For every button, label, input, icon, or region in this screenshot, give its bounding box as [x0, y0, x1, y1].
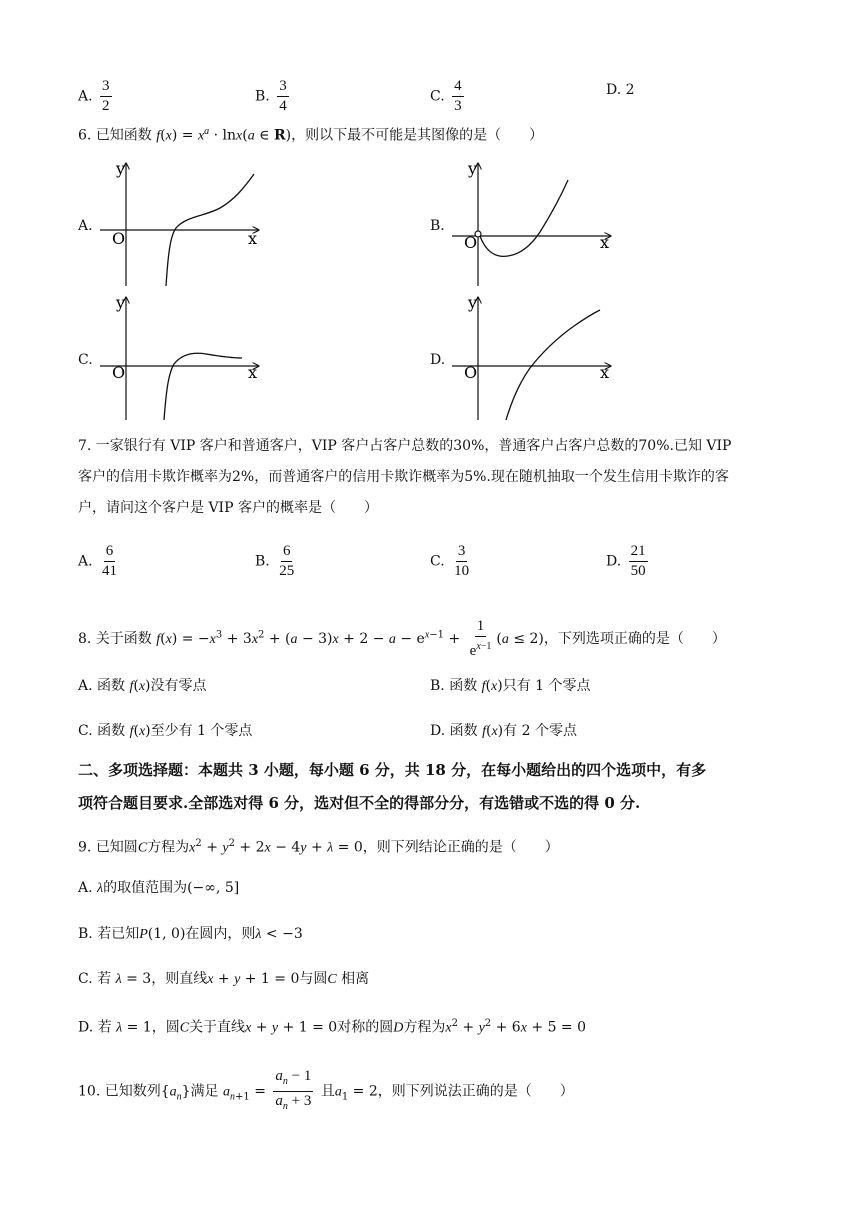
- graph-c-label: C.: [78, 352, 93, 368]
- q8-stem: 8. 关于函数 $f(x) = -x^3 + 3x^2 + (a - 3)x + 2 - a - e^{x-1}$ + $\frac{1}{e^{x-1}}$ (a ≤ 2)，下列选项正确的是（ ）: [78, 618, 726, 659]
- q7-line-2: 客户的信用卡欺诈概率为2%，而普通客户的信用卡欺诈概率为5%.现在随机抽取一个发生信用卡欺诈的客: [78, 469, 729, 485]
- q5-option-c: C. $\frac{4}{3}$: [430, 78, 462, 114]
- graph-b-label: B.: [430, 218, 445, 234]
- q8-option-b: B. 函数 f(x)只有 1 个零点: [430, 678, 591, 694]
- section-2-line-2: 项符合题目要求.全部选对得 6 分，选对但不全的得部分分，有选错或不选的得 0 分.: [78, 794, 641, 812]
- x-axis-label: x: [600, 363, 610, 382]
- y-axis-label: y: [116, 294, 126, 312]
- q9-option-c: C. 若 λ = 3，则直线x + y + 1 = 0与圆C 相离: [78, 971, 370, 987]
- fraction: $\frac{1}{e^{x-1}}$: [469, 618, 492, 659]
- q8-option-c: C. 函数 f(x)至少有 1 个零点: [78, 723, 253, 739]
- q9-option-b: B. 若已知P(1, 0)在圆内，则λ < −3: [78, 926, 303, 942]
- q5-option-b: B. $\frac{3}{4}$: [255, 78, 287, 114]
- graph-d: [450, 294, 620, 424]
- q9-option-d: D. 若 λ = 1，圆C关于直线x + y + 1 = 0对称的圆D方程为$x^2 + y^2 + 6x + 5 = 0$: [78, 1018, 587, 1036]
- q9-option-a: A. λ的取值范围为(−∞, 5]: [78, 880, 240, 896]
- fraction: $\frac{6}{25}$: [279, 543, 295, 579]
- fraction: $\frac{a_n - 1}{a_n + 3}$: [275, 1068, 312, 1112]
- fraction: $\frac{4}{3}$: [454, 78, 462, 114]
- q8-option-a: A. 函数 f(x)没有零点: [78, 678, 207, 694]
- y-axis-label: y: [468, 160, 478, 178]
- origin-label: O: [464, 363, 478, 382]
- origin-label: O: [112, 229, 126, 248]
- origin-label: O: [464, 233, 478, 252]
- q8-option-d: D. 函数 f(x)有 2 个零点: [430, 723, 577, 739]
- x-axis-label: x: [248, 229, 258, 248]
- q7-option-b: B. $\frac{6}{25}$: [255, 543, 295, 579]
- fraction: $\frac{6}{41}$: [102, 543, 118, 579]
- fraction: $\frac{21}{50}$: [630, 543, 646, 579]
- q10-stem: 10. 已知数列$\{a_n\}$满足 $a_{n+1}$ = $\frac{a_n - 1}{a_n + 3}$ 且$a_1 = 2$，则下列说法正确的是（ ）: [78, 1068, 574, 1115]
- q5-option-d: D. 2: [606, 82, 635, 98]
- x-axis-label: x: [248, 363, 258, 382]
- x-axis-label: x: [600, 233, 610, 252]
- fraction: $\frac{3}{10}$: [454, 543, 470, 579]
- graph-a: [98, 160, 268, 290]
- graph-c: [98, 294, 268, 424]
- q7-option-a: A. $\frac{6}{41}$: [78, 543, 118, 579]
- origin-label: O: [112, 363, 126, 382]
- q6-stem: 6. 已知函数 $f(x) = x^a \cdot \ln x(a$ ∈ R)，则以下最不可能是其图像的是（ ）: [78, 126, 544, 144]
- fraction: $\frac{3}{2}$: [102, 78, 110, 114]
- q7-option-c: C. $\frac{3}{10}$: [430, 543, 470, 579]
- q7-line-3: 户，请问这个客户是 VIP 客户的概率是（ ）: [78, 500, 378, 516]
- section-2-line-1: 二、多项选择题：本题共 3 小题，每小题 6 分，共 18 分，在每小题给出的四个选项中，有多: [78, 761, 707, 779]
- graph-b: [450, 160, 620, 290]
- y-axis-label: y: [468, 294, 478, 312]
- q5-option-a: A. $\frac{3}{2}$: [78, 78, 110, 114]
- y-axis-label: y: [116, 160, 126, 178]
- graph-a-label: A.: [78, 218, 93, 234]
- q9-stem: 9. 已知圆C方程为$x^2 + y^2 + 2x - 4y + \lambda = 0$，则下列结论正确的是（ ）: [78, 838, 559, 856]
- q7-line-1: 7. 一家银行有 VIP 客户和普通客户，VIP 客户占客户总数的30%，普通客户占客户总数的70%.已知 VIP: [78, 438, 732, 454]
- q7-option-d: D. $\frac{21}{50}$: [606, 543, 646, 579]
- fraction: $\frac{3}{4}$: [279, 78, 287, 114]
- graph-d-label: D.: [430, 352, 446, 368]
